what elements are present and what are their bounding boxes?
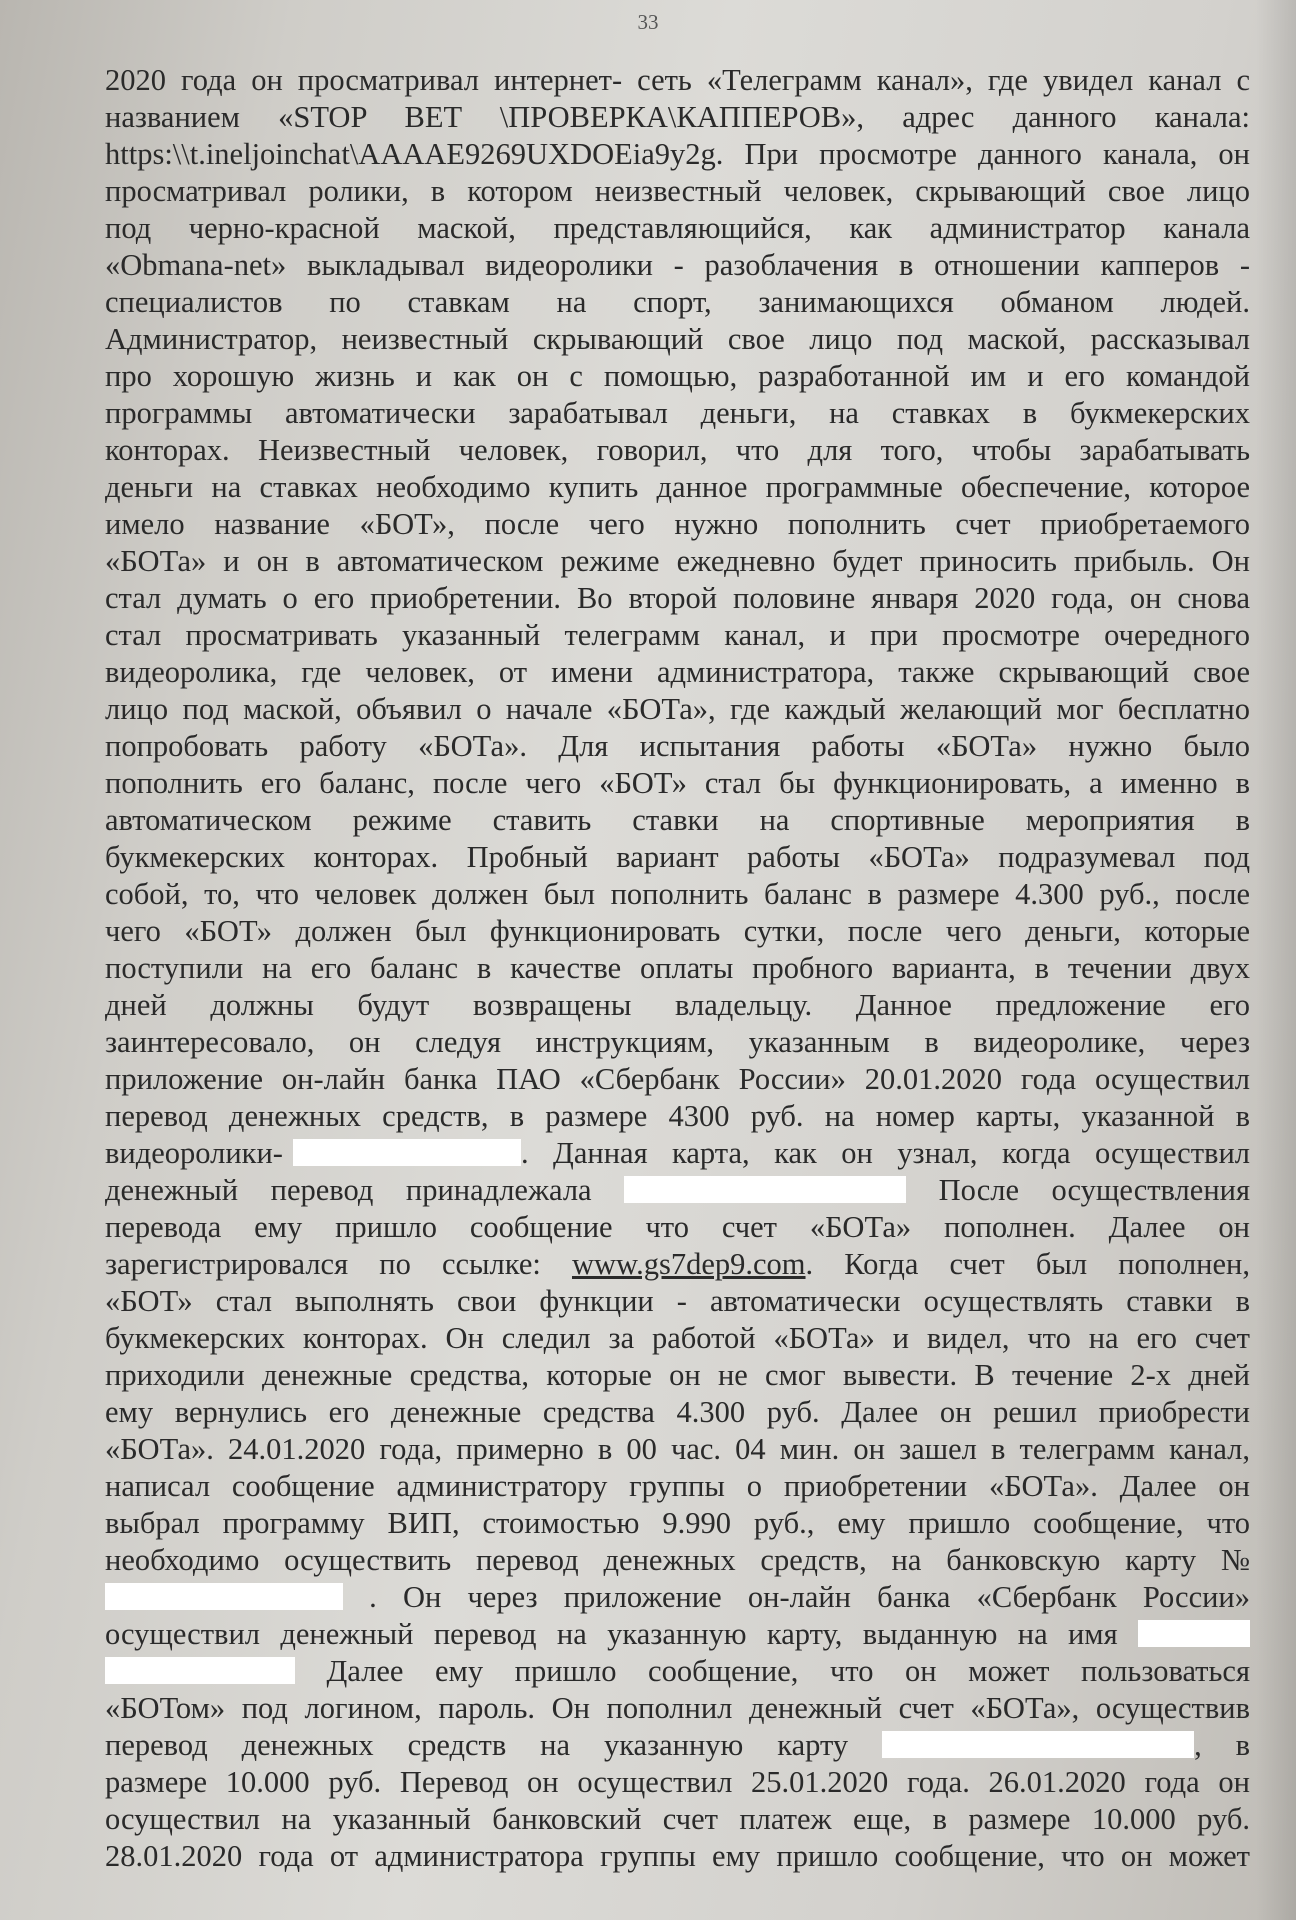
text-line: пополнить его баланс, после чего «БОТ» стал бы функционировать, а именно в bbox=[105, 766, 1250, 800]
text-line: «БОТом» под логином, пароль. Он пополнил денежный счет «БОТа», осуществив bbox=[105, 1691, 1250, 1725]
text-line bbox=[105, 1616, 1250, 1653]
text-line: просматривал ролики, в котором неизвестный человек, скрывающий свое лицо bbox=[105, 174, 1250, 208]
text-line: 2020 года он просматривал интернет- сеть «Телеграмм канал», где увидел канал с bbox=[105, 63, 1250, 97]
text-line: Администратор, неизвестный скрывающий свое лицо под маской, рассказывал bbox=[105, 322, 1250, 356]
text-line: дней должны будут возвращены владельцу. Данное предложение его bbox=[105, 988, 1250, 1022]
text-line: имело название «БОТ», после чего нужно пополнить счет приобретаемого bbox=[105, 507, 1250, 541]
text-line bbox=[105, 1135, 1250, 1172]
text-line: собой, то, что человек должен был пополнить баланс в размере 4.300 руб., после bbox=[105, 877, 1250, 911]
text-line bbox=[105, 1246, 1250, 1283]
text-line: автоматическом режиме ставить ставки на спортивные мероприятия в bbox=[105, 803, 1250, 837]
redaction-box bbox=[882, 1731, 1194, 1758]
redaction-box bbox=[624, 1176, 906, 1203]
text-line: перевод денежных средств, в размере 4300 руб. на номер карты, указанной в bbox=[105, 1099, 1250, 1133]
page-edge-shadow bbox=[1256, 0, 1296, 1920]
text-line: размере 10.000 руб. Перевод он осуществил 25.01.2020 года. 26.01.2020 года он bbox=[105, 1765, 1250, 1799]
text-line: про хорошую жизнь и как он с помощью, разработанной им и его командой bbox=[105, 359, 1250, 393]
text-line bbox=[105, 1172, 1250, 1209]
page-number: 33 bbox=[637, 10, 659, 34]
text-fragment: осуществил денежный перевод на указанную карту, выданную на имя bbox=[105, 1617, 1118, 1651]
text-line: ему вернулись его денежные средства 4.300 руб. Далее он решил приобрести bbox=[105, 1395, 1250, 1429]
text-line: стал думать о его приобретении. Во второй половине января 2020 года, он снова bbox=[105, 581, 1250, 615]
text-line: необходимо осуществить перевод денежных средств, на банковскую карту № bbox=[105, 1543, 1250, 1577]
redaction-box bbox=[1138, 1620, 1250, 1647]
text-line: специалистов по ставкам на спорт, занимающихся обманом людей. bbox=[105, 285, 1250, 319]
text-line: выбрал программу ВИП, стоимостью 9.990 руб., ему пришло сообщение, что bbox=[105, 1506, 1250, 1540]
text-fragment: После осуществления bbox=[938, 1173, 1250, 1207]
redaction-box bbox=[105, 1583, 343, 1610]
text-line: букмекерских конторах. Пробный вариант работы «БОТа» подразумевал под bbox=[105, 840, 1250, 874]
text-line: перевода ему пришло сообщение что счет «БОТа» пополнен. Далее он bbox=[105, 1210, 1250, 1244]
text-line: стал просматривать указанный телеграмм канал, и при просмотре очередного bbox=[105, 618, 1250, 652]
text-line: «БОТа». 24.01.2020 года, примерно в 00 час. 04 мин. он зашел в телеграмм канал, bbox=[105, 1432, 1250, 1466]
redaction-box bbox=[105, 1657, 295, 1684]
text-line bbox=[105, 1579, 1250, 1616]
text-fragment: . Он через приложение он-лайн банка «Сбербанк России» bbox=[369, 1580, 1251, 1614]
text-line: под черно-красной маской, представляющийся, как администратор канала bbox=[105, 211, 1250, 245]
text-line: приходили денежные средства, которые он не смог вывести. В течение 2-х дней bbox=[105, 1358, 1250, 1392]
text-fragment: . Данная карта, как он узнал, когда осуществил bbox=[520, 1136, 1250, 1170]
text-line: программы автоматически зарабатывал деньги, на ставках в букмекерских bbox=[105, 396, 1250, 430]
text-fragment: Далее ему пришло сообщение, что он может пользоваться bbox=[326, 1654, 1250, 1688]
text-line: «БОТа» и он в автоматическом режиме ежедневно будет приносить прибыль. Он bbox=[105, 544, 1250, 578]
text-line: «БОТ» стал выполнять свои функции - автоматически осуществлять ставки в bbox=[105, 1284, 1250, 1318]
text-line: заинтересовало, он следуя инструкциям, указанным в видеоролике, через bbox=[105, 1025, 1250, 1059]
text-line: видеоролика, где человек, от имени администратора, также скрывающий свое bbox=[105, 655, 1250, 689]
text-line: осуществил на указанный банковский счет платеж еще, в размере 10.000 руб. bbox=[105, 1802, 1250, 1836]
text-line bbox=[105, 1727, 1250, 1764]
text-line: попробовать работу «БОТа». Для испытания работы «БОТа» нужно было bbox=[105, 729, 1250, 763]
redaction-box bbox=[293, 1139, 521, 1166]
registration-link[interactable]: www.gs7dep9.com bbox=[572, 1247, 806, 1281]
text-fragment: зарегистрировался по ссылке: bbox=[105, 1247, 541, 1281]
text-line: поступили на его баланс в качестве оплаты пробного варианта, в течении двух bbox=[105, 951, 1250, 985]
text-line: конторах. Неизвестный человек, говорил, что для того, чтобы зарабатывать bbox=[105, 433, 1250, 467]
body-text bbox=[105, 62, 1250, 1875]
text-line: букмекерских конторах. Он следил за работой «БОТа» и видел, что на его счет bbox=[105, 1321, 1250, 1355]
text-line: «Obmana-net» выкладывал видеоролики - разоблачения в отношении капперов - bbox=[105, 248, 1250, 282]
text-line: https:\\t.ineljoinchat\AAAAE9269UXDOEia9y2g. При просмотре данного канала, он bbox=[105, 137, 1250, 171]
text-line: 28.01.2020 года от администратора группы ему пришло сообщение, что он может bbox=[105, 1839, 1250, 1873]
text-fragment: , в bbox=[1194, 1728, 1251, 1762]
text-fragment: видеоролики- bbox=[105, 1136, 283, 1170]
text-line: лицо под маской, объявил о начале «БОТа», где каждый желающий мог бесплатно bbox=[105, 692, 1250, 726]
text-line: приложение он-лайн банка ПАО «Сбербанк России» 20.01.2020 года осуществил bbox=[105, 1062, 1250, 1096]
text-line: названием «STOP BET \ПРОВЕРКА\КАППЕРОВ», адрес данного канала: bbox=[105, 100, 1250, 134]
text-line bbox=[105, 1653, 1250, 1690]
text-fragment: денежный перевод принадлежала bbox=[105, 1173, 592, 1207]
text-fragment: перевод денежных средств на указанную карту bbox=[105, 1728, 849, 1762]
text-fragment: . Когда счет был пополнен, bbox=[805, 1247, 1250, 1281]
text-line: чего «БОТ» должен был функционировать сутки, после чего деньги, которые bbox=[105, 914, 1250, 948]
text-line: деньги на ставках необходимо купить данное программные обеспечение, которое bbox=[105, 470, 1250, 504]
text-line: написал сообщение администратору группы о приобретении «БОТа». Далее он bbox=[105, 1469, 1250, 1503]
